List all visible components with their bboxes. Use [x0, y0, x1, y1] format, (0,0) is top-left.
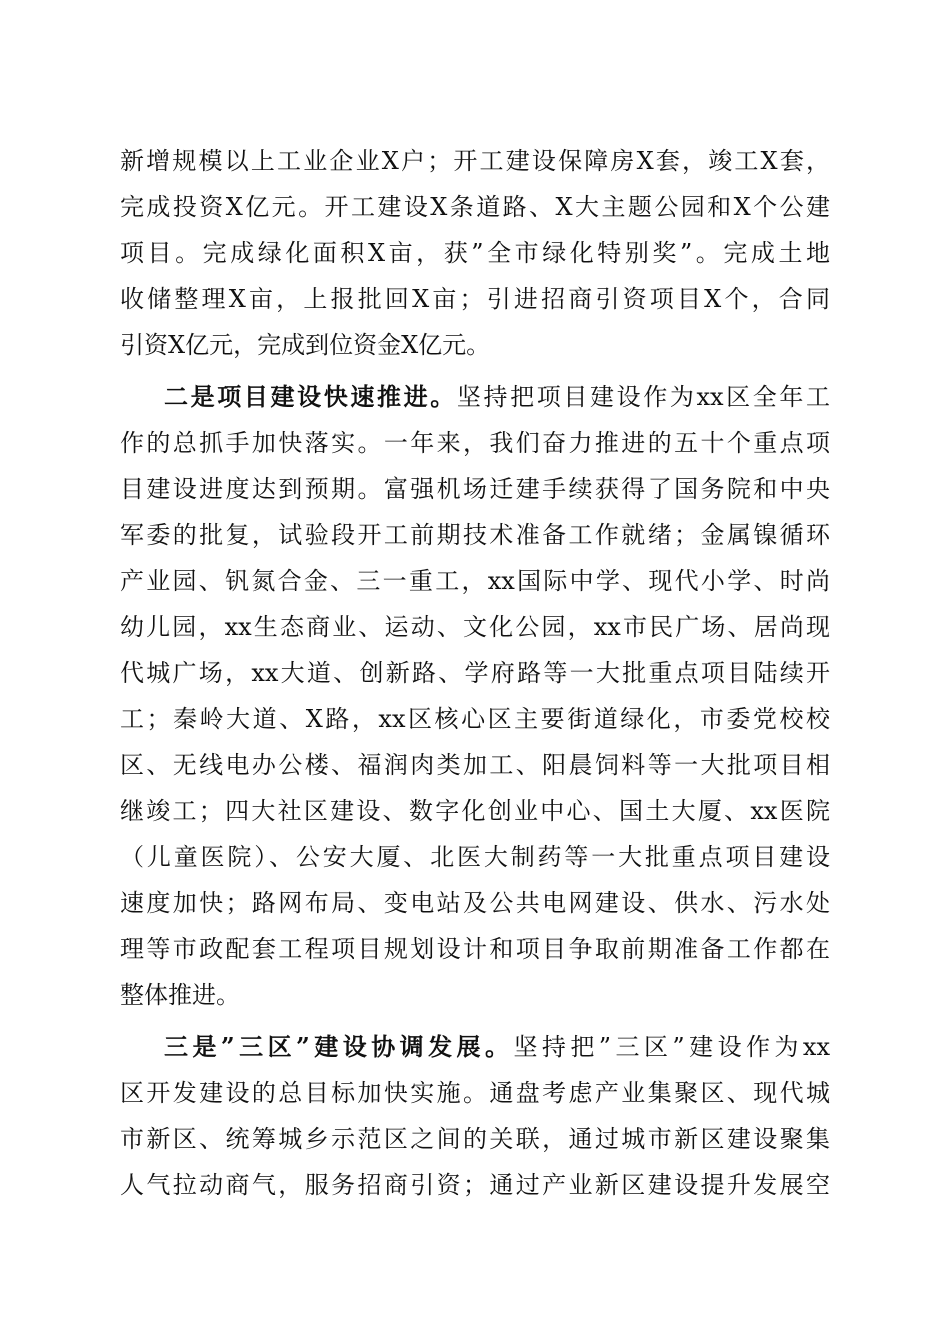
- paragraph-three-districts: [120, 1024, 830, 1208]
- text-line: 区开发建设的总目标加快实施。通盘考虑产业集聚区、现代城: [120, 1079, 830, 1107]
- text-line: [120, 374, 830, 420]
- paragraph-lead-heading: 三是”三区”建设协调发展。: [164, 1032, 514, 1061]
- text-line: [120, 1024, 830, 1070]
- text-line: 区、无线电办公楼、福润肉类加工、阳晨饲料等一大批项目相: [120, 751, 830, 779]
- text-line: 完成投资X亿元。开工建设X条道路、X大主题公园和X个公建: [120, 193, 830, 221]
- text-line: 整体推进。: [120, 981, 240, 1009]
- text-line: 作的总抓手加快落实。一年来，我们奋力推进的五十个重点项: [120, 429, 830, 457]
- paragraph-achievements: [120, 138, 830, 368]
- text-line: 项目。完成绿化面积X亩，获”全市绿化特别奖”。完成土地: [120, 239, 830, 267]
- text-line: 引资X亿元，完成到位资金X亿元。: [120, 331, 491, 359]
- text-line: 军委的批复，试验段开工前期技术准备工作就绪；金属镍循环: [120, 521, 830, 549]
- text-line: 目建设进度达到预期。富强机场迁建手续获得了国务院和中央: [120, 475, 830, 503]
- text-line: 幼儿园，xx生态商业、运动、文化公园，xx市民广场、居尚现: [120, 613, 830, 641]
- document-body: [120, 138, 830, 1208]
- text-line: 继竣工；四大社区建设、数字化创业中心、国土大厦、xx医院: [120, 797, 830, 825]
- text-line: 速度加快；路网布局、变电站及公共电网建设、供水、污水处: [120, 889, 830, 917]
- text-line: 代城广场，xx大道、创新路、学府路等一大批重点项目陆续开: [120, 659, 830, 687]
- text-line: 工；秦岭大道、X路，xx区核心区主要街道绿化，市委党校校: [120, 705, 830, 733]
- text-line: 新增规模以上工业企业X户；开工建设保障房X套，竣工X套，: [120, 147, 830, 175]
- text-line: 产业园、钒氮合金、三一重工，xx国际中学、现代小学、时尚: [120, 567, 830, 595]
- paragraph-project-construction: [120, 374, 830, 1018]
- text-line: 人气拉动商气，服务招商引资；通过产业新区建设提升发展空: [120, 1171, 830, 1199]
- text-line-rest: 坚持把项目建设作为xx区全年工: [456, 383, 830, 411]
- text-line: 理等市政配套工程项目规划设计和项目争取前期准备工作都在: [120, 935, 830, 963]
- text-line: （儿童医院）、公安大厦、北医大制药等一大批重点项目建设: [120, 843, 830, 871]
- text-line-rest: 坚持把”三区”建设作为xx: [513, 1033, 830, 1061]
- text-line: 市新区、统筹城乡示范区之间的关联，通过城市新区建设聚集: [120, 1125, 830, 1153]
- paragraph-lead-heading: 二是项目建设快速推进。: [164, 382, 457, 411]
- text-line: 收储整理X亩，上报批回X亩；引进招商引资项目X个，合同: [120, 285, 830, 313]
